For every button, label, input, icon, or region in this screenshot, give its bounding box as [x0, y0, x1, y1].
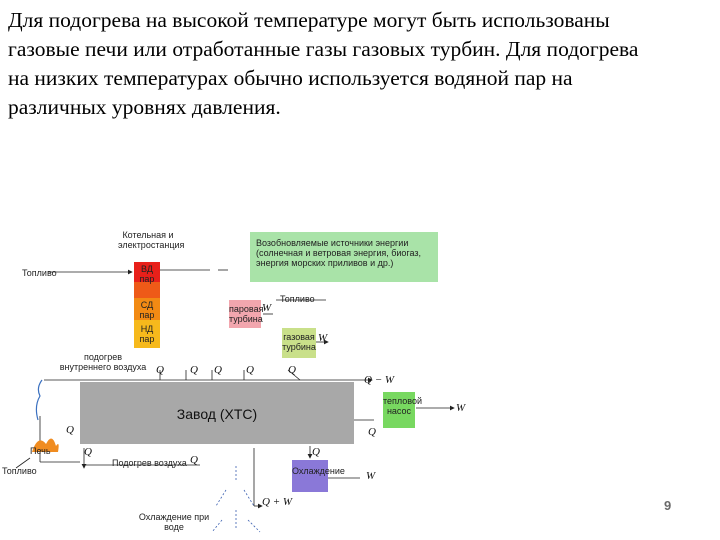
w-cooling: W [366, 470, 376, 482]
vp-sd-transition [134, 282, 160, 298]
q-minus-w: Q − W [364, 374, 395, 386]
fuel-label: Топливо [22, 268, 57, 278]
text-line-4: различных уровнях давления. [8, 95, 281, 119]
q-air2: Q [190, 454, 198, 466]
gas-turbine-label: газовая турбина [282, 332, 316, 352]
smoke-icon [36, 380, 42, 420]
air-preheat-label: подогрев внутреннего воздуха [59, 352, 147, 372]
q-2: Q [190, 364, 198, 376]
text-line-1: Для подогрева на высокой температуре могут быть использованы [8, 8, 610, 32]
q-1: Q [156, 364, 164, 376]
q-5: Q [288, 364, 296, 376]
w-gas: W [318, 332, 328, 344]
cooling-box [292, 460, 345, 492]
w-heat-pump: W [456, 402, 466, 414]
q-3: Q [214, 364, 222, 376]
steam-turbine-label: паровая турбина [229, 304, 264, 324]
cooling-label: Охлаждение [292, 466, 345, 476]
q-furnace: Q [66, 424, 74, 436]
vp-label: ВД пар [139, 264, 155, 284]
fuel3-label: Топливо [2, 466, 37, 476]
diagram-lines [0, 220, 720, 540]
slide-text [8, 6, 714, 122]
q-heat-pump: Q [368, 426, 376, 438]
nd-label: НД пар [139, 324, 155, 344]
plant-label: Завод (ХТС) [176, 406, 258, 422]
air-preheat2-label: Подогрев воздуха [112, 458, 187, 468]
furnace-label: Печь [30, 446, 51, 456]
heating-diagram [0, 220, 720, 540]
w-steam: W [262, 302, 272, 314]
fuel2-label: Топливо [280, 294, 315, 304]
cooling-water-label: Охлаждение при воде [138, 512, 210, 532]
q-plus-w: Q + W [262, 496, 293, 508]
sd-label: СД пар [139, 300, 155, 320]
q-air: Q [84, 446, 92, 458]
q-cooling: Q [312, 446, 320, 458]
renewable-label: Возобновляемые источники энергии (солнечная и ветровая энергия, биогаз, энергия морских приливов и др.) [256, 238, 422, 268]
text-line-3: на низких температурах обычно используется водяной пар на [8, 66, 573, 90]
slide-number: 9 [664, 498, 672, 513]
text-line-2: газовые печи или отработанные газы газовых турбин. Для подогрева [8, 37, 639, 61]
heat-pump-label: тепловой насос [383, 396, 422, 416]
q-4: Q [246, 364, 254, 376]
boiler-title: Котельная и электростанция [118, 230, 185, 250]
